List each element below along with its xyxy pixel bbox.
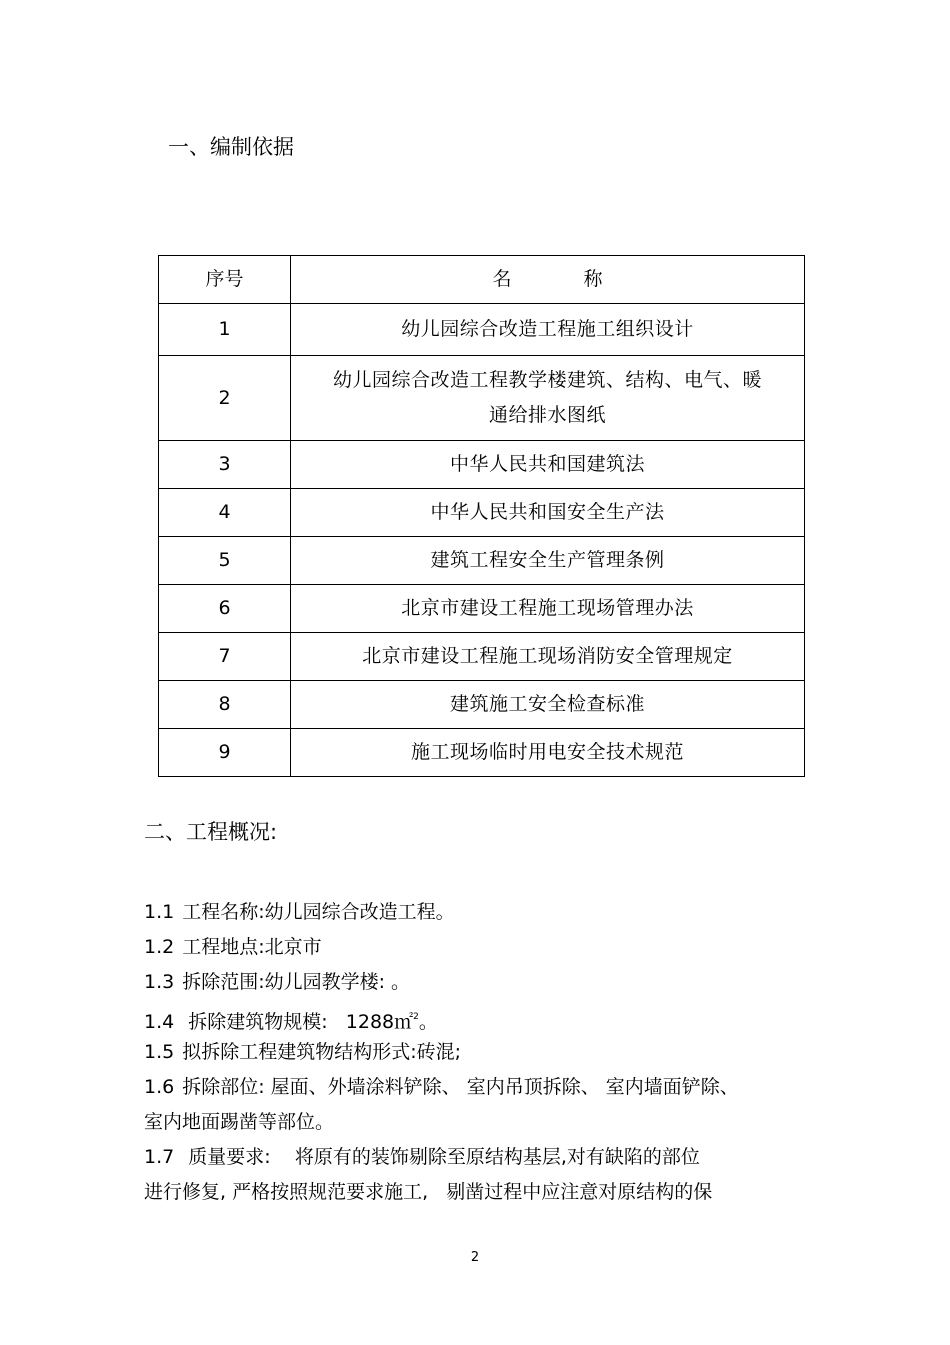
overview-item — [144, 1000, 809, 1035]
item-text: 拆除部位: 屋面、外墙涂料铲除、 室内吊顶拆除、 室内墙面铲除、 — [182, 1076, 739, 1098]
item-text: 拆除范围:幼儿园教学楼: 。 — [182, 971, 411, 993]
item-text: 拆除建筑物规模: 1288㎡ — [182, 1011, 414, 1033]
overview-item — [144, 1070, 809, 1105]
row-no: 7 — [159, 633, 291, 681]
item-superscript: 2 — [413, 1012, 419, 1022]
row-name: 建筑工程安全生产管理条例 — [291, 537, 805, 585]
row-name: 施工现场临时用电安全技术规范 — [291, 729, 805, 777]
row-no: 8 — [159, 681, 291, 729]
item-text: 工程名称:幼儿园综合改造工程。 — [182, 901, 455, 923]
row-no: 6 — [159, 585, 291, 633]
row-no: 5 — [159, 537, 291, 585]
row-no: 4 — [159, 489, 291, 537]
item-text: 室内地面踢凿等部位。 — [144, 1111, 335, 1133]
overview-item-continuation — [144, 1105, 809, 1140]
row-no: 2 — [159, 356, 291, 441]
item-number: 1.2 — [144, 936, 175, 958]
table-row — [159, 633, 805, 681]
header-name-b: 称 — [583, 268, 603, 290]
item-number: 1.6 — [144, 1076, 175, 1098]
row-name: 建筑施工安全检查标准 — [291, 681, 805, 729]
header-name-a: 名 — [492, 268, 512, 290]
row-name: 幼儿园综合改造工程施工组织设计 — [291, 304, 805, 356]
table-row — [159, 489, 805, 537]
table-row — [159, 585, 805, 633]
item-text: 工程地点:北京市 — [182, 936, 322, 958]
table-row — [159, 681, 805, 729]
table-row — [159, 304, 805, 356]
item-number: 1.1 — [144, 901, 175, 923]
section-title-overview: 二、工程概况: — [144, 820, 278, 844]
overview-item — [144, 1035, 809, 1070]
table-row — [159, 356, 805, 441]
table-header-row — [159, 256, 805, 304]
overview-list — [144, 895, 809, 1210]
row-name-line2: 通给排水图纸 — [488, 404, 606, 426]
row-no: 3 — [159, 441, 291, 489]
item-number: 1.4 — [144, 1011, 175, 1033]
item-text: 质量要求: 将原有的装饰剔除至原结构基层,对有缺陷的部位 — [182, 1146, 700, 1168]
overview-item — [144, 895, 809, 930]
row-name-line1: 幼儿园综合改造工程教学楼建筑、结构、电气、暖 — [332, 369, 762, 391]
table-row — [159, 729, 805, 777]
overview-item — [144, 965, 809, 1000]
row-name: 中华人民共和国建筑法 — [291, 441, 805, 489]
item-number: 1.3 — [144, 971, 175, 993]
item-number: 1.7 — [144, 1146, 175, 1168]
item-text: 进行修复, 严格按照规范要求施工, 剔凿过程中应注意对原结构的保 — [144, 1181, 713, 1203]
row-name — [291, 356, 805, 441]
row-name: 中华人民共和国安全生产法 — [291, 489, 805, 537]
item-number: 1.5 — [144, 1041, 175, 1063]
row-name: 北京市建设工程施工现场消防安全管理规定 — [291, 633, 805, 681]
basis-table — [158, 255, 805, 777]
table-row — [159, 441, 805, 489]
item-tail: 。 — [418, 1011, 438, 1033]
table-row — [159, 537, 805, 585]
item-text: 拟拆除工程建筑物结构形式:砖混; — [182, 1041, 462, 1063]
header-name — [291, 256, 805, 304]
overview-item-continuation — [144, 1175, 809, 1210]
row-name: 北京市建设工程施工现场管理办法 — [291, 585, 805, 633]
overview-item — [144, 1140, 809, 1175]
page-number: 2 — [470, 1250, 480, 1265]
section-title-basis: 一、编制依据 — [168, 135, 294, 159]
row-no: 9 — [159, 729, 291, 777]
header-no: 序号 — [159, 256, 291, 304]
row-no: 1 — [159, 304, 291, 356]
overview-item — [144, 930, 809, 965]
